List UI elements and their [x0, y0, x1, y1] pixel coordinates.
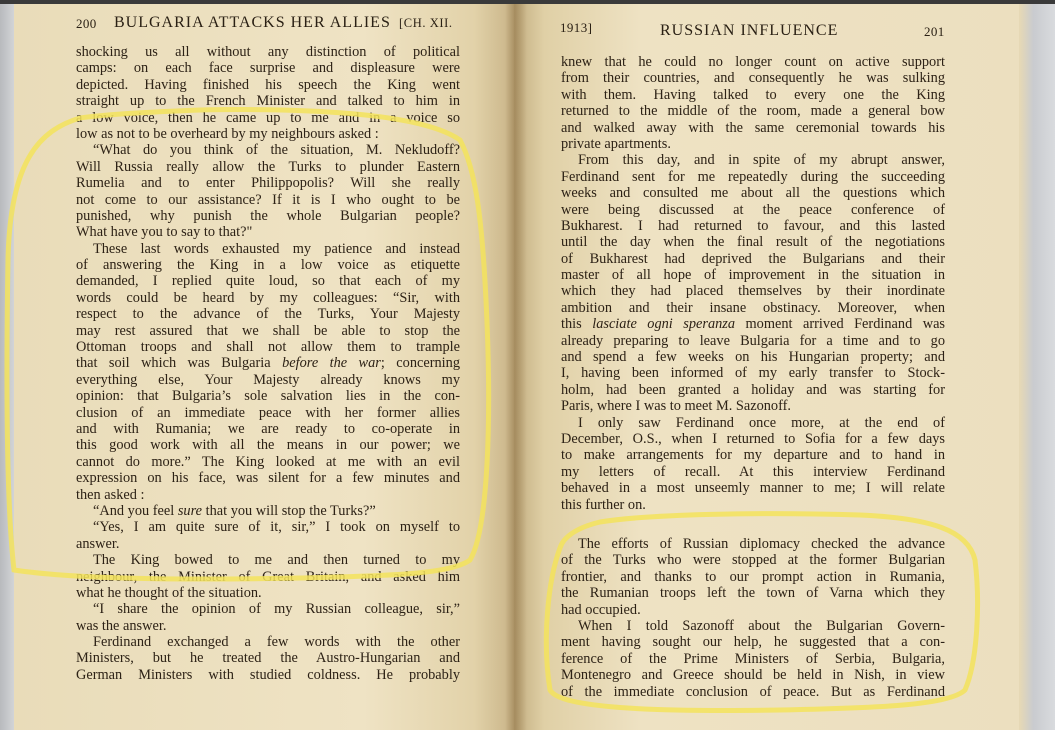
text-line: and walked away with the same ceremonial towards his	[561, 119, 945, 136]
text-line: Paris, where I was to meet M. Sazonoff.	[561, 398, 791, 415]
text-line: “What do you think of the situation, M. Nekludoff?	[93, 142, 460, 159]
text-line: expression on his face, was silent for a few minutes and	[76, 470, 460, 487]
text-line: From this day, and in spite of my abrupt answer,	[578, 152, 945, 169]
text-line: Ferdinand exchanged a few words with the other	[93, 634, 460, 651]
right-page-number: 201	[924, 24, 945, 39]
text-line: Bukharest. I had returned to favour, and this lasted	[561, 217, 945, 234]
text-line: Will Russia really allow the Turks to plunder Eastern	[76, 158, 460, 175]
text-line: my letters of recall. At this interview Ferdinand	[561, 463, 945, 480]
text-line: of answering the King in a low voice as etiquette	[76, 257, 460, 274]
left-page-header	[14, 14, 514, 40]
text-line: of the Turks who were stopped at the former Bulgarian	[561, 552, 945, 569]
right-page-body	[561, 54, 945, 513]
text-line: cannot do more.” The King looked at me with an evil	[76, 453, 460, 470]
text-line: punished, why punish the whole Bulgarian people?	[76, 207, 460, 224]
right-running-title: RUSSIAN INFLUENCE	[660, 22, 839, 39]
text-line: private apartments.	[561, 135, 671, 152]
text-line: The efforts of Russian diplomacy checked the advance	[578, 536, 945, 552]
text-line: everything else, Your Majesty already knows my	[76, 371, 460, 388]
text-line: ambition and their insane obstinacy. Moreover, when	[561, 299, 945, 316]
text-line: were being discussed at the peace conference of	[561, 201, 945, 218]
text-line: December, O.S., when I returned to Sofia for a few days	[561, 430, 945, 447]
left-page-number: 200	[76, 16, 97, 31]
text-line: I, having been informed of my early transfer to Stock-	[561, 365, 945, 382]
viewer-right-margin	[1019, 4, 1055, 730]
text-line: ment having sought our help, he suggested that a con-	[561, 634, 945, 651]
text-line: Montenegro and Greece should be held in Nish, in view	[561, 667, 945, 684]
text-line: already preparing to leave Bulgaria for a time and to go	[561, 332, 945, 349]
text-line: clusion of an immediate peace with her former allies	[76, 404, 460, 421]
text-line: weeks and consulted me about all the questions which	[561, 185, 945, 202]
text-line: opinion: that Bulgaria’s sole salvation lies in the con-	[76, 388, 460, 405]
text-line: holm, had been granted a holiday and was starting for	[561, 381, 945, 398]
text-line: Rumelia and to enter Philippopolis? Will she really	[76, 175, 460, 192]
text-line: demanded, I replied quite loud, so that each of my	[76, 273, 460, 290]
text-line: respect to the advance of the Turks, Your Majesty	[76, 306, 460, 323]
text-line: then asked :	[76, 486, 145, 503]
text-line: low as not to be overheard by my neighbours asked :	[76, 125, 379, 142]
right-page-body-section-2	[561, 536, 945, 700]
text-line: ference of the Prime Ministers of Serbia, Bulgaria,	[561, 650, 945, 667]
text-line: which they had placed themselves by their inordinate	[561, 283, 945, 300]
text-line: When I told Sazonoff about the Bulgarian Govern-	[578, 617, 945, 634]
text-line: of the immediate conclusion of peace. But as Ferdinand	[561, 683, 945, 700]
right-page	[514, 4, 1022, 730]
text-line: camps: on each face surprise and displeasure were	[76, 60, 460, 77]
text-line: Ferdinand sent for me repeatedly during the succeeding	[561, 168, 945, 185]
text-line: returned to the middle of the room, made a general bow	[561, 103, 945, 120]
text-line: depicted. Having finished his speech the King went	[76, 76, 460, 93]
text-line: and spend a few weeks on his Hungarian property; and	[561, 349, 945, 366]
text-line: the Rumanian troops left the town of Varna which they	[561, 585, 945, 602]
text-line: and with Rumania; we are ready to co-operate in	[76, 420, 460, 437]
right-year-label: 1913]	[560, 20, 593, 35]
text-line: what he thought of the situation.	[76, 584, 262, 601]
text-line: behaved in a most unseemly manner to me; I will relate	[561, 480, 945, 497]
text-line: frontier, and thanks to our prompt action in Rumania,	[561, 568, 945, 585]
text-line: answer.	[76, 535, 120, 552]
text-line: of Bukharest had deprived the Bulgarians and their	[561, 250, 945, 267]
text-line: What have you to say to that?"	[76, 224, 253, 241]
text-line: that soil which was Bulgaria before the war; concerning	[76, 355, 460, 372]
text-line: had occupied.	[561, 601, 641, 618]
text-line: The King bowed to me and then turned to my	[93, 552, 460, 569]
text-line: may rest assured that we shall be able to stop the	[76, 322, 460, 339]
text-line: Ministers, but he treated the Austro-Hungarian and	[76, 650, 460, 667]
text-line: “I share the opinion of my Russian colleague, sir,”	[93, 601, 460, 618]
text-line: this good work with all the means in our power; we	[76, 437, 460, 454]
left-page-body	[76, 44, 460, 683]
text-line: with them. Having talked to every one the King	[561, 86, 945, 103]
book-gutter	[505, 4, 527, 730]
text-line: to make arrangements for my departure and to hand in	[561, 447, 945, 464]
text-line: neighbour, the Minister of Great Britain, and asked him	[76, 568, 460, 585]
text-line: straight up to the French Minister and talked to him in	[76, 93, 460, 110]
left-chapter-label: [CH. XII.	[399, 16, 453, 30]
text-line: not come to our assistance? If it is I who ought to be	[76, 191, 460, 208]
left-running-title: BULGARIA ATTACKS HER ALLIES	[114, 14, 391, 31]
text-line: knew that he could no longer count on active support	[561, 54, 945, 70]
right-page-header	[514, 14, 1022, 40]
text-line: I only saw Ferdinand once more, at the end of	[578, 414, 945, 431]
text-line: Ottoman troops and shall not allow them to trample	[76, 339, 460, 356]
text-line: a low voice, then he came up to me and in a voice so	[76, 109, 460, 126]
text-line: until the day when the final result of the negotiations	[561, 234, 945, 251]
text-line: These last words exhausted my patience and instead	[93, 240, 460, 257]
text-line: “And you feel sure that you will stop the Turks?”	[93, 502, 376, 519]
viewer-left-margin	[0, 4, 14, 730]
text-line: “Yes, I am quite sure of it, sir,” I took on myself to	[93, 519, 460, 536]
text-line: from their countries, and consequently he was sulking	[561, 70, 945, 87]
text-line: this further on.	[561, 496, 646, 513]
text-line: this lasciate ogni speranza moment arrived Ferdinand was	[561, 316, 946, 333]
text-line: shocking us all without any distinction of political	[76, 44, 460, 60]
text-line: was the answer.	[76, 617, 167, 634]
text-line: German Ministers with studied coldness. He probably	[76, 666, 460, 683]
text-line: words could be heard by my colleagues: “Sir, with	[76, 289, 460, 306]
left-page	[14, 4, 514, 730]
text-line: master of all hope of improvement in the situation in	[561, 267, 945, 284]
